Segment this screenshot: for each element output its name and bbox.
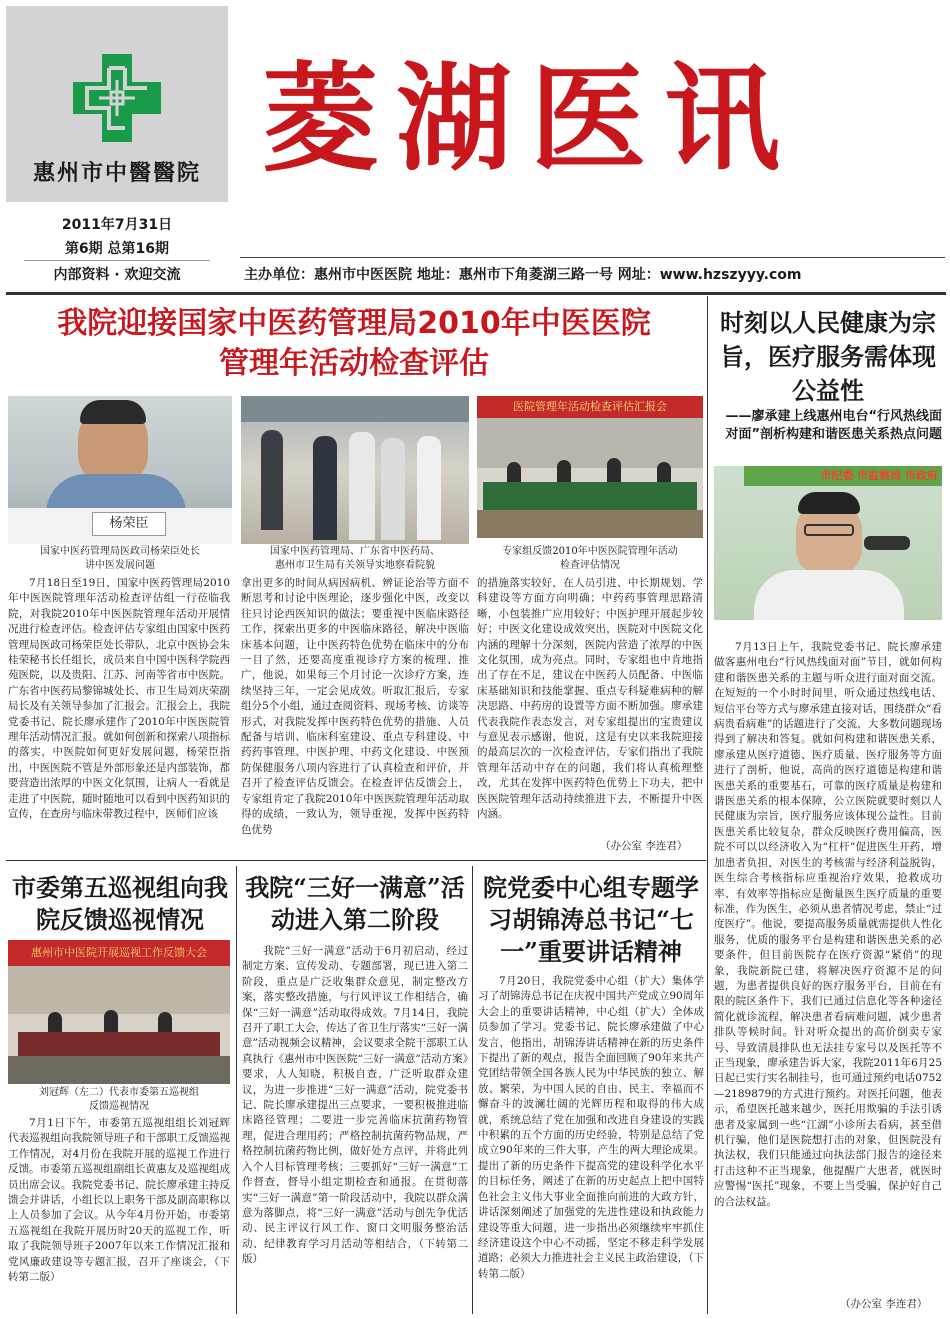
lead-photo2-caption: 国家中医药管理局、广东省中医药局、 惠州市卫生局有关领导实地察看院貌 [270, 546, 440, 571]
lead-column-2: 拿出更多的时间从病因病机、辨证论治等方面不断思考和讨论中医理论，逐步强化中医，改变以往只讨论西医知识的做法；要重视中医临床路径工作，探索出更多的中医临床路径，解决中医临床基本问题，让中医药特色优势在临床中的分布一目了然，还要高度重视诊疗方案的梳理、推广，他说，如果每三个月讨论一次诊疗方案，连续坚持三年，一定会见成效。听取汇报后，专家组分5个小组，通过查阅资料、现场考核、访谈等形式，对我院发挥中医药特色优势的措施、人员配备与培训、临床科室建设、重点专科建设、中药药事管理、中医护理、中药文化建设、中医预防保健服务八项内容进行了认真检查和评价，并召开了检查评估反馈会。在检查评估反馈会上，专家组肯定了我院2010年中医医院管理年活动取得的成绩，一致认为，领导重视，发挥中医药特色优势 [241, 577, 469, 836]
hospital-cross-logo-icon [69, 50, 165, 146]
lead-column-3: 的措施落实较好，在人员引进、中长期规划、学科建设等方面方向明确；中药药事管理思路清晰，小包装推广应用较好；中医护理开展起步较好；中医文化建设成效突出，医院对中医院文化内涵的理解十分深刻，医院内营造了浓厚的中医文化氛围，成为亮点。同时，专家组也中肯地指出了存在不足，建议在中医药人员配备、中医临床基础知识和技能掌握、重点专科疑难病种的解决思路、中药房的设置等方面不断加强。廖承建代表我院作表态发言，对专家组提出的宝贵建议与意见表示感谢，他说，这是有史以来我院迎接的最高层次的一次检查评估，专家们指出了我院管理年活动中存在的问题，我们将认真梳理整改，尤其在发挥中医药特色优势上下功夫，把中医医院管理年活动持续推进下去，不断提升中医内涵。 [477, 577, 703, 821]
radio-banner: 市纪委 市监察局 市政府 [744, 466, 942, 486]
lead-column-1: 7月18日至19日，国家中医药管理局2010年中医医院管理年活动检查评估组一行莅临我院，对我院2010年中医医院管理年活动开展情况进行检查评估。检查评估专家组由国家中医药管理局医政司杨荣臣处长带队，北京中医协会朱桂荣秘书长任组长，成员来自中国中医科学院西苑医院，以及贵阳、江苏、河南等省市中医院。广东省中医药局黎锦城处长、市卫生局刘庆荣副局长及有关领导参加了汇报会。汇报会上，我院党委书记、院长廖承建作了2010年中医医院管理年活动情况汇报。就如何创新和探索八项指标的落实，中医院如何更好发展问题，杨荣臣指出，中医医院不管是外部形象还是内部装饰，都要营造出浓厚的中医文化氛围，让病人一看就是走进了中医院，随时随地可以看到中医药知识的宣传，在查房与临床带教过程中，医师们应该 [8, 577, 230, 821]
lead-headline [6, 304, 702, 384]
hospital-logo-panel [6, 6, 228, 202]
lead-headline-line1: 我院迎接国家中医药管理局2010年中医医院 [57, 306, 651, 341]
lead-photo-meeting [477, 396, 703, 538]
lead-photo-speaker [8, 396, 232, 544]
lead-photo-inspection [241, 396, 469, 544]
lead-photo3-caption: 专家组反馈2010年中医医院管理年活动 检查评估情况 [502, 546, 678, 571]
story-b-headline: 我院“三好一满意”活动进入第二阶段 [245, 873, 465, 934]
story-a-text: 7月1日下午，市委第五巡视组组长刘冠辉代表巡视组向我院领导班子和干部职工反馈巡视工作情况，对4月份在我院开展的巡视工作进行反馈。市委第五巡视组副组长黄惠友及巡视组成员出席会议。我院党委书记、院长廖承建主持反馈会并讲话，小组长以上职务干部及副高职称以上人员参加了会议。从今年4月份开始，市委第五巡视组在我院开展历时20天的巡视工作，听取了我院领导班子2007年以来工作情况汇报和党风廉政建设等专题汇报，召开了座谈会，（下转第二版） [8, 1117, 230, 1284]
story-a-photo [8, 940, 230, 1084]
lead-photo1-caption: 国家中医药管理局医政司杨荣臣处长 讲中医发展问题 [40, 546, 200, 571]
lead-headline-line2: 管理年活动检查评估 [219, 346, 489, 381]
story-c-text: 7月20日，我院党委中心组（扩大）集体学习了胡锦涛总书记在庆祝中国共产党成立90周年大会上的重要讲话精神，中心组（扩大）全体成员参加了学习。党委书记、院长廖承建做了中心发言，他指出，胡锦涛讲话精神在新的历史条件下提出了新的观点，报告全面回顾了90年来共产党团结带领全国各族人民为中华民族的独立、解放、繁荣，为中国人民的自由、民主、幸福而不懈奋斗的波澜壮阔的光辉历程和取得的伟大成就，系统总结了党在加强和改进自身建设的实践中积累的五个方面的历史经验，特别是总结了党成立90年来的三件大事，产生的两大理论成果。提出了新的历史条件下提高党的建设科学化水平的目标任务，阐述了在新的历史起点上把中国特色社会主义伟大事业全面推向前进的大政方针，讲话深刻阐述了加强党的先进性建设和执政能力建设等重大问题，进一步指出必须继续牢牢抓住经济建设这个中心不动摇，坚定不移走科学发展道路；必须大力推进社会主义民主政治建设，（下转第二版） [478, 975, 704, 1280]
lead-signature: （办公室 李连君） [600, 840, 688, 852]
right-story-text: 7月13日上午，我院党委书记、院长廖承建做客惠州电台“行风热线面对面”节目，就如何构建和谐医患关系的主题与听众进行面对面交流。在短短的一个小时时间里，听众通过热线电话、短信平台等方式与廖承建直接对话，围绕群众“看病贵看病难”的话题进行了交流，大多数问题现场得到了解决和答复。就如何构建和谐医患关系，廖承建从医疗道德、医疗质量、医疗服务等方面进行了剖析，他说，高尚的医疗道德是构建和谐医患关系的重要基石，可靠的医疗质量是构建和谐医患关系的根本保障，公立医院就要时刻以人民健康为宗旨，医疗服务应该体现公益性。目前医患关系比较复杂，群众反映医疗费用偏高，医院不可以以经济收入为“杠杆”促进医生开药，增加患者负担，对医生的考核需与经济利益脱钩，医生综合考核指标应重视治疗效果，抢救成功率、有效率等指标应是衡量医生医疗质量的重要标准，作为医生，必须从患者情况考虑，禁止“过度医疗”。他说，要提高服务质量就需提供人性化服务，优质的服务平台是构建和谐医患关系的必要条件，但目前医院存在医疗资源“紧俏”的现象，我院新院已建，将解决医疗资源不足的问题，为患者提供良好的医疗服务平台，目前在有限的院区条件下，我们已通过信息化等各种途径简化就诊流程，解决患者看病难问题，减少患者排队等候时间。针对听众提出的高价倒卖专家号、导致清晨排队也无法挂专家号以及医托等不正当现象，廖承建告诉大家，我院2011年6月25日起已实行实名制挂号，也可通过预约电话0752—2189879的方式进行预约。对医托问题，他表示，希望医托越来越少，医托用欺骗的手法引诱患者及家属到一些“江湖”小诊所去看病，甚至借机行骗，他们是医院想打击的对象，但医院没有执法权，我们只能通过向执法部门报告的途径来打击这种不正当现象，他提醒广大患者，就医时应警惕“医托”现象，不要上当受骗，保护好自己的合法权益。 [714, 641, 942, 1208]
story-a-caption: 刘冠辉（左二）代表市委第五巡视组 反馈巡视情况 [39, 1087, 199, 1112]
newspaper-title: 菱湖医讯 [262, 52, 798, 187]
right-signature: （办公室 李连君） [840, 1298, 928, 1310]
right-photo-radio [714, 466, 942, 620]
divider [236, 866, 237, 1314]
divider [240, 257, 945, 258]
meeting-banner: 医院管理年活动检查评估汇报会 [477, 396, 703, 418]
divider [6, 292, 946, 295]
story-a-headline: 市委第五巡视组向我院反馈巡视情况 [12, 873, 228, 934]
publisher-info: 主办单位：惠州市中医医院 地址：惠州市下角菱湖三路一号 网址：www.hzszyyy.com [244, 267, 802, 283]
story-b-text: 我院“三好一满意”活动于6月初启动，经过制定方案、宣传发动、专题部署，现已进入第二阶段，重点是广泛收集群众意见，制定整改方案，落实整改措施，与行风评议工作相结合，确保“三好一满意”活动取得成效。7月14日，我院召开了职工大会，传达了省卫生厅落实“三好一满意”活动视频会议精神，会议要求全院干部职工认真执行《惠州市中医医院“三好一满意”活动方案》要求，人人知晓，积极自查，广泛听取群众建议，为进一步推进“三好一满意”活动，院党委书记、院长廖承建提出三点要求，一要积极推进临床路径管理；二要进一步完善临床抗菌药物管理，促进合理用药；严格控制抗菌药物品规，严格控制抗菌药物比例，做好处方点评，并将此列入个人目标管理考核；三要抓好“三好一满意”工作督查，督导小组定期检查和通报。在贯彻落实“三好一满意”第一阶段活动中，我院以群众满意为落脚点，将“三好一满意”活动与创先争优活动、民主评议行风工作、窗口文明服务整治活动、纪律教育学习月活动等相结合，（下转第二版） [242, 945, 468, 1266]
issue-number: 第6期 总第16期 [64, 241, 170, 257]
nameplate: 杨荣臣 [92, 512, 166, 536]
issue-info [6, 206, 228, 286]
hospital-name: 惠州市中醫醫院 [32, 160, 201, 186]
right-headline: 时刻以人民健康为宗旨，医疗服务需体现公益性 [720, 308, 936, 405]
divider [6, 860, 706, 861]
right-subheadline: ——廖承建上线惠州电台“行风热线面对面”剖析构建和谐医患关系热点问题 [725, 409, 942, 442]
meeting-banner: 惠州市中医院开展巡视工作反馈大会 [8, 940, 230, 966]
issue-note: 内部资料 · 欢迎交流 [53, 267, 181, 283]
issue-date: 2011年7月31日 [61, 217, 173, 233]
divider [707, 296, 708, 1314]
divider [472, 866, 473, 1314]
story-c-headline: 院党委中心组专题学习胡锦涛总书记“七一”重要讲话精神 [483, 873, 699, 966]
